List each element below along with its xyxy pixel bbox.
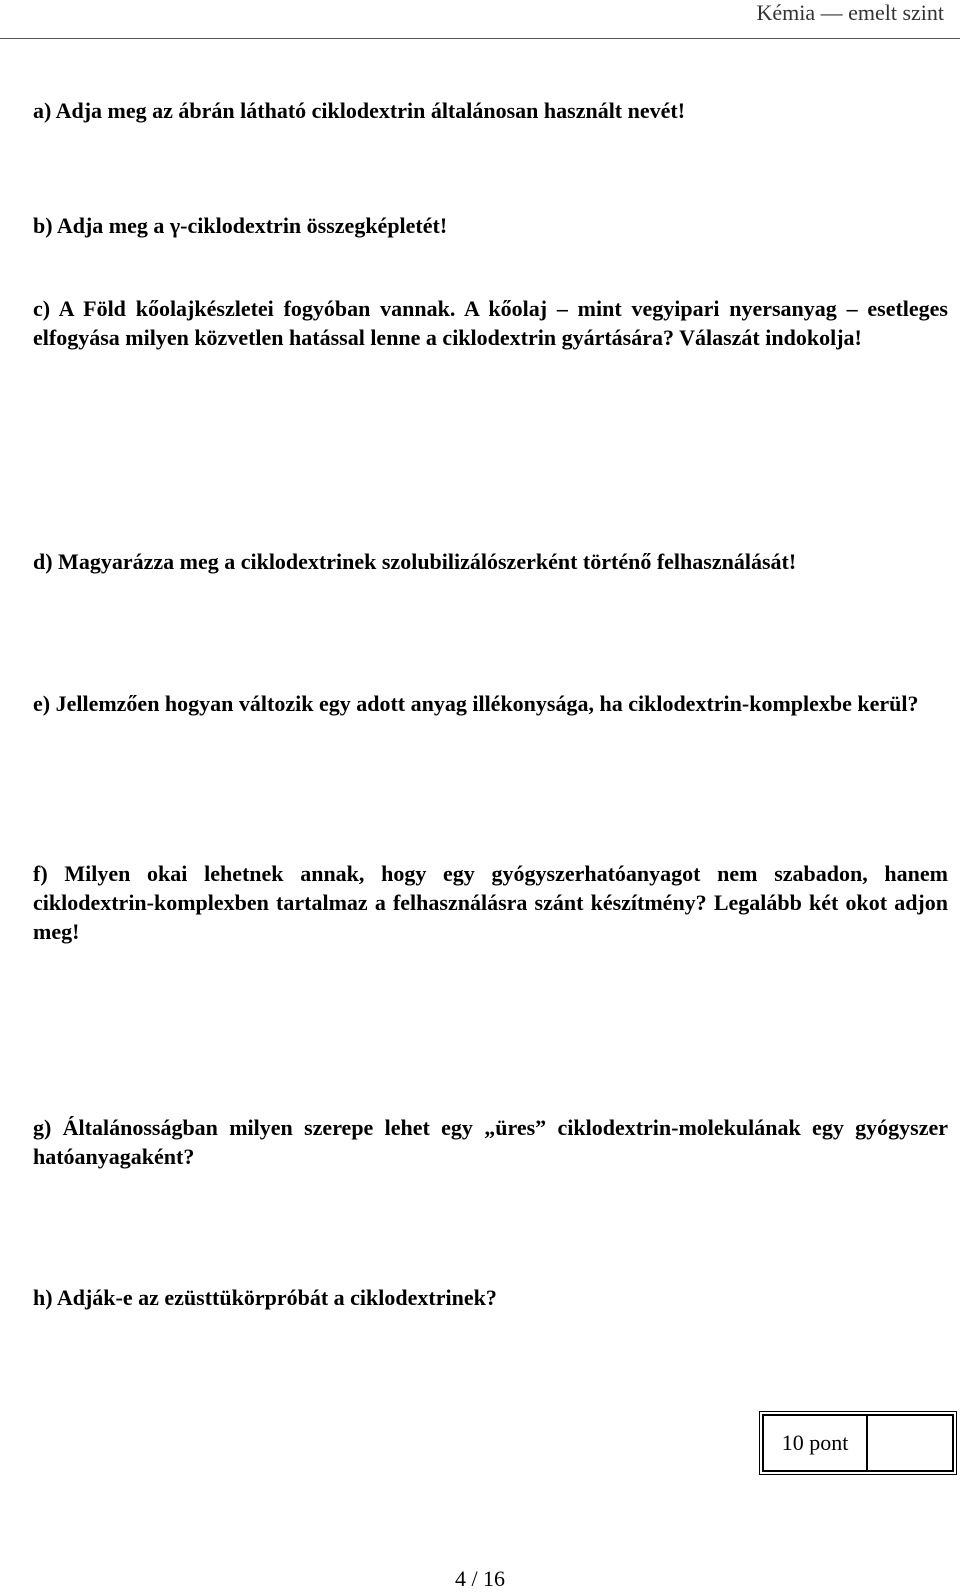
score-input-cell[interactable] — [868, 1416, 952, 1470]
question-d: d) Magyarázza meg a ciklodextrinek szolubilizálószerként történő felhasználását! — [33, 549, 797, 574]
question-b: b) Adja meg a γ-ciklodextrin összegképletét! — [33, 213, 448, 238]
question-g: g) Általánosságban milyen szerepe lehet egy „üres” ciklodextrin-molekulának egy gyógyszer hatóanyagaként? — [33, 1115, 948, 1169]
score-box — [762, 1414, 954, 1472]
question-e: e) Jellemzően hogyan változik egy adott anyag illékonysága, ha ciklodextrin-komplexbe kerül? — [33, 691, 919, 716]
header-divider — [0, 38, 960, 39]
question-a: a) Adja meg az ábrán látható ciklodextrin általánosan használt nevét! — [33, 98, 686, 123]
question-c: c) A Föld kőolajkészletei fogyóban vannak. A kőolaj – mint vegyipari nyersanyag – esetleges elfogyása milyen közvetlen hatással lenne a ciklodextrin gyártására? Válaszát indokolja! — [33, 296, 948, 350]
question-f: f) Milyen okai lehetnek annak, hogy egy gyógyszerhatóanyagot nem szabadon, hanem ciklodextrin-komplexben tartalmaz a felhasználásra szánt készítmény? Legalább két okot adjon meg! — [33, 861, 948, 944]
score-label: 10 pont — [764, 1416, 868, 1470]
page-header-title: Kémia — emelt szint — [756, 0, 944, 25]
page-number: 4 / 16 — [454, 1566, 506, 1591]
question-h: h) Adják-e az ezüsttükörpróbát a ciklodextrinek? — [33, 1285, 497, 1310]
